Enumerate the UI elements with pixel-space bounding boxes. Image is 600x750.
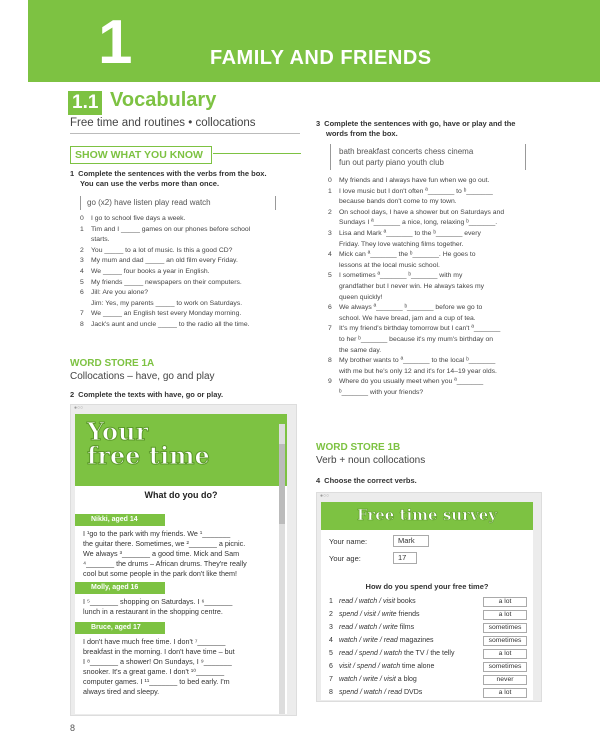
survey-window bbox=[316, 492, 542, 702]
survey-row bbox=[329, 609, 527, 621]
article-line: I ⁵_______ shopping on Saturdays. I ⁶_______ bbox=[83, 597, 233, 606]
article-line: the guitar there. Sometimes, we ²_______ a picnic. bbox=[83, 539, 246, 548]
section-title: Vocabulary bbox=[110, 89, 217, 111]
object-text: the TV / the telly bbox=[404, 650, 455, 657]
author-tag-bruce: Bruce, aged 17 bbox=[75, 622, 165, 634]
item-number: 7 bbox=[329, 676, 333, 683]
article-question: What do you do? bbox=[144, 490, 218, 500]
item-number: 0 bbox=[80, 215, 84, 222]
sentence-text: We _____ four books a year in English. bbox=[91, 267, 210, 275]
frequency-answer[interactable]: a lot bbox=[483, 610, 527, 620]
word-store-1a-title: WORD STORE 1A bbox=[70, 358, 155, 369]
item-number: 3 bbox=[80, 257, 84, 265]
frequency-answer[interactable]: a lot bbox=[483, 688, 527, 698]
sentence-text: We _____ an English test every Monday morning. bbox=[91, 310, 242, 318]
survey-title: Free time survey bbox=[356, 506, 498, 524]
item-number: 9 bbox=[328, 378, 332, 386]
sentence-line bbox=[328, 261, 550, 272]
sentence-text: You _____ to a lot of music. Is this a good CD? bbox=[91, 246, 233, 254]
word-store-1b-subtitle: Verb + noun collocations bbox=[316, 455, 426, 466]
article-line: always tired and sleepy. bbox=[83, 687, 160, 696]
sentence-line bbox=[80, 225, 300, 236]
verb-choices[interactable]: read / watch / visit bbox=[339, 598, 396, 605]
item-number: 3 bbox=[329, 624, 333, 631]
sentence-text: queen quickly! bbox=[339, 293, 383, 301]
item-number: 4 bbox=[329, 637, 333, 644]
item-number: 1 bbox=[328, 187, 332, 195]
survey-row bbox=[329, 648, 527, 660]
item-number: 0 bbox=[328, 177, 332, 184]
object-text: friends bbox=[398, 611, 420, 618]
exercise-4-heading: 4 Choose the correct verbs. bbox=[316, 476, 417, 485]
window-controls-icon: ●○○ bbox=[74, 405, 84, 411]
item-number: 5 bbox=[328, 272, 332, 280]
sentence-line bbox=[80, 278, 300, 289]
object-text: time alone bbox=[402, 663, 435, 670]
article-window bbox=[70, 404, 297, 716]
sentence-text: My friends and I always have fun when we go out. bbox=[339, 177, 490, 184]
article-title: Your free time bbox=[87, 417, 210, 470]
article-line: lunch in a restaurant in the shopping centre. bbox=[83, 607, 223, 616]
frequency-answer[interactable]: sometimes bbox=[483, 662, 527, 672]
sentence-line bbox=[328, 335, 550, 346]
object-text: a blog bbox=[397, 676, 417, 683]
sentence-text: I sometimes ª_______ ᵇ_______ with my bbox=[339, 272, 463, 280]
sentence-text: Sundays I ª_______ a nice, long, relaxing ᵇ_______. bbox=[339, 219, 498, 227]
word-box: go (x2) have listen play read watch bbox=[80, 196, 276, 210]
item-number: 6 bbox=[329, 663, 333, 670]
sentence-line bbox=[328, 250, 550, 261]
sentence-text: because bands don't come to my town. bbox=[339, 198, 457, 206]
item-number: 8 bbox=[80, 320, 84, 328]
verb-choices[interactable]: watch / write / visit bbox=[339, 676, 396, 683]
item-number: 3 bbox=[328, 229, 332, 237]
item-number: 6 bbox=[80, 289, 84, 297]
exercise-3-heading: 3 Complete the sentences with go, have or play and the words from the box. bbox=[316, 119, 516, 138]
article-header bbox=[75, 414, 287, 486]
sentence-text: My friends _____ newspapers on their computers. bbox=[91, 278, 242, 286]
verb-choices[interactable]: spend / watch / read bbox=[339, 689, 403, 696]
divider bbox=[213, 153, 301, 154]
sentence-line bbox=[328, 367, 550, 378]
sentence-text: Jack's aunt and uncle _____ to the radio all the time. bbox=[91, 320, 250, 328]
chapter-banner bbox=[28, 0, 600, 82]
verb-choices[interactable]: watch / write / read bbox=[339, 637, 398, 644]
sentence-text: with me but he's only 12 and it's for 14–19 year olds. bbox=[339, 367, 497, 375]
sentence-text: My brother wants to ª_______ to the local ᵇ_______ bbox=[339, 357, 496, 365]
section-number: 1.1 bbox=[68, 91, 102, 115]
sentence-text: Jim: Yes, my parents _____ to work on Saturdays. bbox=[91, 299, 243, 307]
sentence-line bbox=[328, 303, 550, 314]
word-store-1b-title: WORD STORE 1B bbox=[316, 442, 401, 453]
sentence-line bbox=[328, 218, 550, 229]
item-number: 4 bbox=[80, 267, 84, 275]
name-field[interactable]: Mark bbox=[393, 535, 429, 547]
sentence-line bbox=[328, 229, 550, 240]
age-label: Your age: bbox=[329, 554, 361, 563]
article-line: I ¹go to the park with my friends. We ¹_______ bbox=[83, 529, 231, 538]
survey-row bbox=[329, 661, 527, 673]
sentence-text: My mum and dad _____ an old film every Friday. bbox=[91, 257, 238, 265]
object-text: magazines bbox=[399, 637, 434, 644]
verb-choices[interactable]: read / watch / write bbox=[339, 624, 398, 631]
sentence-line bbox=[328, 356, 550, 367]
article-line: We always ³_______ a good time. Mick and Sam bbox=[83, 549, 240, 558]
window-controls-icon: ●○○ bbox=[320, 493, 330, 499]
sentence-text: lessons at the local music school. bbox=[339, 261, 440, 269]
sentence-line bbox=[80, 288, 300, 299]
sentence-text: We always ª_______ ᵇ_______ before we go to bbox=[339, 304, 483, 312]
sentence-line bbox=[80, 235, 300, 246]
item-number: 2 bbox=[329, 611, 333, 618]
sentence-line bbox=[328, 282, 550, 293]
article-line: cool but some people in the park don't like them! bbox=[83, 569, 237, 578]
item-number: 1 bbox=[329, 598, 333, 605]
article-line: computer games. I ¹¹_______ to bed early. I'm bbox=[83, 677, 230, 686]
sentence-text: ᵇ_______ with your friends? bbox=[339, 388, 424, 396]
name-label: Your name: bbox=[329, 537, 368, 546]
sentence-line bbox=[328, 377, 550, 388]
article-paragraph-2 bbox=[83, 597, 283, 617]
survey-row bbox=[329, 635, 527, 647]
sentence-text: Lisa and Mark ª_______ to the ᵇ_______ every bbox=[339, 229, 481, 237]
divider bbox=[70, 133, 300, 134]
sentence-line bbox=[328, 346, 550, 357]
sentence-text: I go to school five days a week. bbox=[91, 215, 186, 222]
section-subtitle: Free time and routines • collocations bbox=[70, 117, 256, 129]
survey-row bbox=[329, 687, 527, 699]
page-number: 8 bbox=[70, 723, 76, 733]
word-store-1a-subtitle: Collocations – have, go and play bbox=[70, 371, 215, 382]
item-number: 6 bbox=[328, 304, 332, 312]
article-paragraph-1 bbox=[83, 529, 283, 579]
frequency-answer[interactable]: a lot bbox=[483, 649, 527, 659]
item-number: 5 bbox=[80, 278, 84, 286]
frequency-answer[interactable]: a lot bbox=[483, 597, 527, 607]
survey-row bbox=[329, 596, 527, 608]
sentence-line bbox=[328, 240, 550, 251]
item-number: 7 bbox=[328, 325, 332, 333]
sentence-text: Friday. They love watching films together. bbox=[339, 240, 464, 248]
survey-header bbox=[321, 502, 533, 530]
exercise-3-sentences bbox=[328, 176, 550, 398]
scrollbar-thumb[interactable] bbox=[279, 444, 285, 524]
item-number: 5 bbox=[329, 650, 333, 657]
frequency-answer[interactable]: sometimes bbox=[483, 636, 527, 646]
show-what-you-know-label: SHOW WHAT YOU KNOW bbox=[70, 146, 212, 164]
sentence-line bbox=[328, 208, 550, 219]
article-line: I don't have much free time. I don't ⁷_______ bbox=[83, 637, 226, 646]
sentence-text: the same day. bbox=[339, 346, 382, 354]
item-number: 4 bbox=[328, 251, 332, 259]
sentence-line bbox=[80, 309, 300, 320]
sentence-line bbox=[328, 271, 550, 282]
author-tag-molly: Molly, aged 16 bbox=[75, 582, 165, 594]
verb-choices[interactable]: read / spend / watch bbox=[339, 650, 403, 657]
sentence-text: I love music but I don't often ª_______ to ᵇ_______ bbox=[339, 187, 493, 195]
article-line: snooker. It's a great game. I don't ¹⁰_______ bbox=[83, 667, 225, 676]
object-text: DVDs bbox=[404, 689, 423, 696]
sentence-line bbox=[328, 314, 550, 325]
object-text: films bbox=[399, 624, 415, 631]
article-line: I ⁸_______ a shower! On Sundays, I ⁹_______ bbox=[83, 657, 232, 666]
object-text: books bbox=[396, 598, 416, 605]
word-box: bath breakfast concerts chess cinema fun out party piano youth club bbox=[330, 144, 526, 170]
frequency-answer[interactable]: never bbox=[483, 675, 527, 685]
survey-row bbox=[329, 622, 527, 634]
item-number: 8 bbox=[328, 357, 332, 365]
item-number: 7 bbox=[80, 310, 84, 318]
article-line: ⁴_______ the drums – African drums. They're really bbox=[83, 559, 247, 568]
exercise-1-sentences bbox=[80, 214, 300, 331]
chapter-number: 1 bbox=[98, 8, 133, 77]
sentence-line bbox=[328, 187, 550, 198]
survey-question: How do you spend your free time? bbox=[365, 582, 489, 591]
verb-choices[interactable]: visit / spend / watch bbox=[339, 663, 401, 670]
sentence-text: It's my friend's birthday tomorrow but I can't ª_______ bbox=[339, 325, 501, 333]
sentence-text: Mick can ª_______ the ᵇ_______. He goes to bbox=[339, 251, 476, 259]
frequency-answer[interactable]: sometimes bbox=[483, 623, 527, 633]
sentence-text: to her ᵇ_______ because it's my mum's birthday on bbox=[339, 335, 494, 343]
sentence-line bbox=[328, 293, 550, 304]
sentence-text: Where do you usually meet when you ª_______ bbox=[339, 378, 484, 386]
sentence-line bbox=[80, 320, 300, 331]
exercise-1-heading: 1 Complete the sentences with the verbs from the box. You can use the verbs more than once. bbox=[70, 169, 267, 188]
sentence-line bbox=[80, 256, 300, 267]
sentence-text: starts. bbox=[91, 236, 110, 244]
item-number: 1 bbox=[80, 225, 84, 233]
sentence-line bbox=[80, 214, 300, 225]
sentence-text: school. We have bread, jam and a cup of tea. bbox=[339, 314, 476, 322]
sentence-line bbox=[80, 246, 300, 257]
sentence-line bbox=[80, 267, 300, 278]
sentence-text: Tim and I _____ games on our phones before school bbox=[91, 225, 251, 233]
sentence-line bbox=[328, 324, 550, 335]
article-paragraph-3 bbox=[83, 637, 283, 697]
sentence-line bbox=[80, 299, 300, 310]
sentence-text: Jill: Are you alone? bbox=[91, 289, 149, 297]
item-number: 2 bbox=[328, 208, 332, 216]
item-number: 2 bbox=[80, 246, 84, 254]
chapter-title: FAMILY AND FRIENDS bbox=[210, 47, 432, 69]
sentence-text: grandfather but I never win. He always takes my bbox=[339, 282, 485, 290]
survey-row bbox=[329, 674, 527, 686]
sentence-line bbox=[328, 388, 550, 399]
sentence-line bbox=[328, 176, 550, 187]
age-field[interactable]: 17 bbox=[393, 552, 417, 564]
exercise-2-heading: 2 Complete the texts with have, go or play. bbox=[70, 390, 224, 399]
sentence-line bbox=[328, 197, 550, 208]
article-line: breakfast in the morning. I don't have time – but bbox=[83, 647, 235, 656]
sentence-text: On school days, I have a shower but on Saturdays and bbox=[339, 208, 505, 216]
verb-choices[interactable]: spend / visit / write bbox=[339, 611, 397, 618]
author-tag-nikki: Nikki, aged 14 bbox=[75, 514, 165, 526]
item-number: 8 bbox=[329, 689, 333, 696]
